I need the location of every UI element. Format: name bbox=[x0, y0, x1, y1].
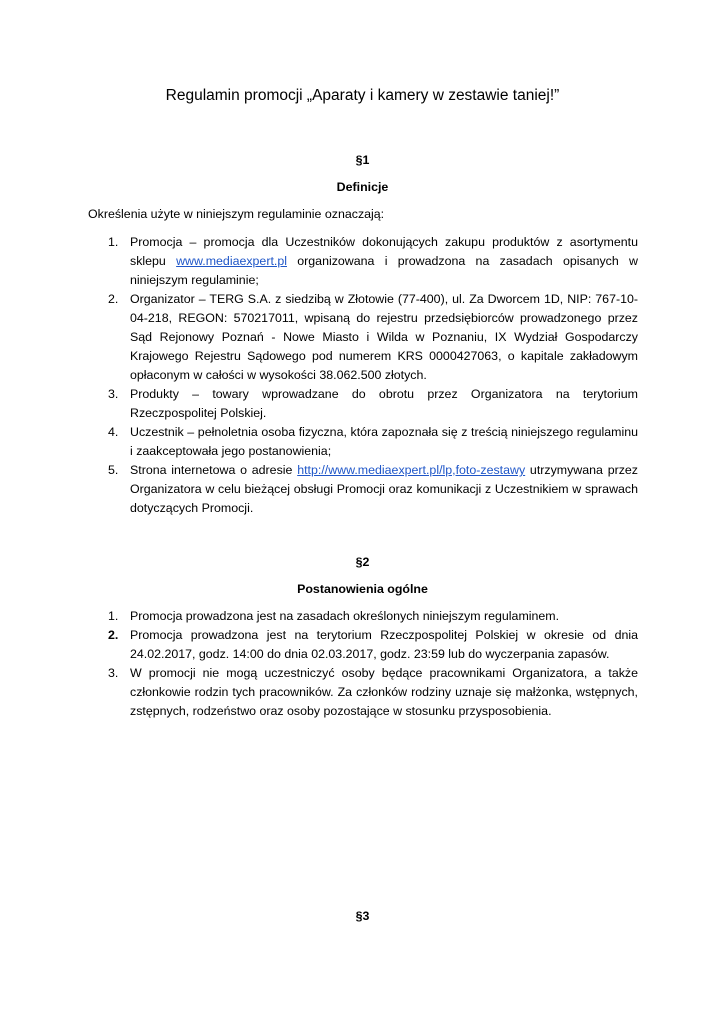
mediaexpert-link[interactable]: www.mediaexpert.pl bbox=[176, 254, 287, 268]
list-item-text: Strona internetowa o adresie http://www.mediaexpert.pl/lp,foto-zestawy utrzymywana przez Organizatora w celu bieżącej obsługi Promocji oraz komunikacji z Uczestnikiem w sprawach dotyczących Promocji. bbox=[130, 463, 638, 515]
list-item bbox=[0, 385, 638, 423]
list-item-text: W promocji nie mogą uczestniczyć osoby będące pracownikami Organizatora, a także członkowie rodzin tych pracowników. Za członków rodziny uznaje się małżonka, wstępnych, zstępnych, rodzeństwo oraz osoby pozostające w stosunku przysposobienia. bbox=[130, 666, 638, 718]
section-1-intro: Określenia użyte w niniejszym regulaminie oznaczają: bbox=[88, 207, 385, 221]
list-item-text: Uczestnik – pełnoletnia osoba fizyczna, która zapoznała się z treścią niniejszego regulaminu i zaakceptowała jego postanowienia; bbox=[130, 425, 638, 458]
list-item-number: 2. bbox=[108, 628, 119, 642]
list-item bbox=[0, 290, 638, 385]
list-item-number: 4. bbox=[108, 425, 119, 439]
list-item bbox=[0, 626, 638, 664]
list-item-text: Promocja prowadzona jest na zasadach określonych niniejszym regulaminem. bbox=[130, 609, 560, 623]
section-1-list bbox=[0, 233, 638, 518]
list-item-text: Organizator – TERG S.A. z siedzibą w Złotowie (77-400), ul. Za Dworcem 1D, NIP: 767-10-04-218, REGON: 570217011, wpisaną do rejestru przedsiębiorców prowadzonego przez Sąd Rejonowy Poznań - Nowe Miasto i Wilda w Poznaniu, IX Wydział Gospodarczy Krajowego Rejestru Sądowego pod numerem KRS 0000427063, o kapitale zakładowym opłaconym w całości w wysokości 38.062.500 złotych. bbox=[130, 292, 638, 382]
list-item-text: Promocja – promocja dla Uczestników dokonujących zakupu produktów z asortymentu sklepu www.mediaexpert.pl organizowana i prowadzona na zasadach opisanych w niniejszym regulaminie; bbox=[130, 235, 638, 287]
list-item bbox=[0, 423, 638, 461]
section-1-number: §1 bbox=[355, 153, 370, 167]
list-item-number: 3. bbox=[108, 387, 119, 401]
list-item-number: 1. bbox=[108, 235, 119, 249]
section-2-list bbox=[0, 607, 638, 721]
list-item bbox=[0, 461, 638, 518]
section-2-number: §2 bbox=[355, 555, 370, 569]
list-item-number: 2. bbox=[108, 292, 119, 306]
list-item-text: Promocja prowadzona jest na terytorium Rzeczpospolitej Polskiej w okresie od dnia 24.02.2017, godz. 14:00 do dnia 02.03.2017, godz. 23:59 lub do wyczerpania zapasów. bbox=[130, 628, 638, 661]
list-item-number: 3. bbox=[108, 666, 119, 680]
promo-page-link[interactable]: http://www.mediaexpert.pl/lp,foto-zestawy bbox=[297, 463, 526, 477]
list-item-number: 1. bbox=[108, 609, 119, 623]
list-item-text: Produkty – towary wprowadzane do obrotu przez Organizatora na terytorium Rzeczpospolitej Polskiej. bbox=[130, 387, 638, 420]
document-title: Regulamin promocji „Aparaty i kamery w zestawie taniej!” bbox=[165, 87, 560, 104]
section-3-number: §3 bbox=[355, 909, 370, 923]
list-item bbox=[0, 233, 638, 290]
section-1-heading: Definicje bbox=[336, 180, 389, 194]
list-item-number: 5. bbox=[108, 463, 119, 477]
list-item bbox=[0, 607, 638, 626]
list-item bbox=[0, 664, 638, 721]
section-2-heading: Postanowienia ogólne bbox=[297, 582, 428, 596]
